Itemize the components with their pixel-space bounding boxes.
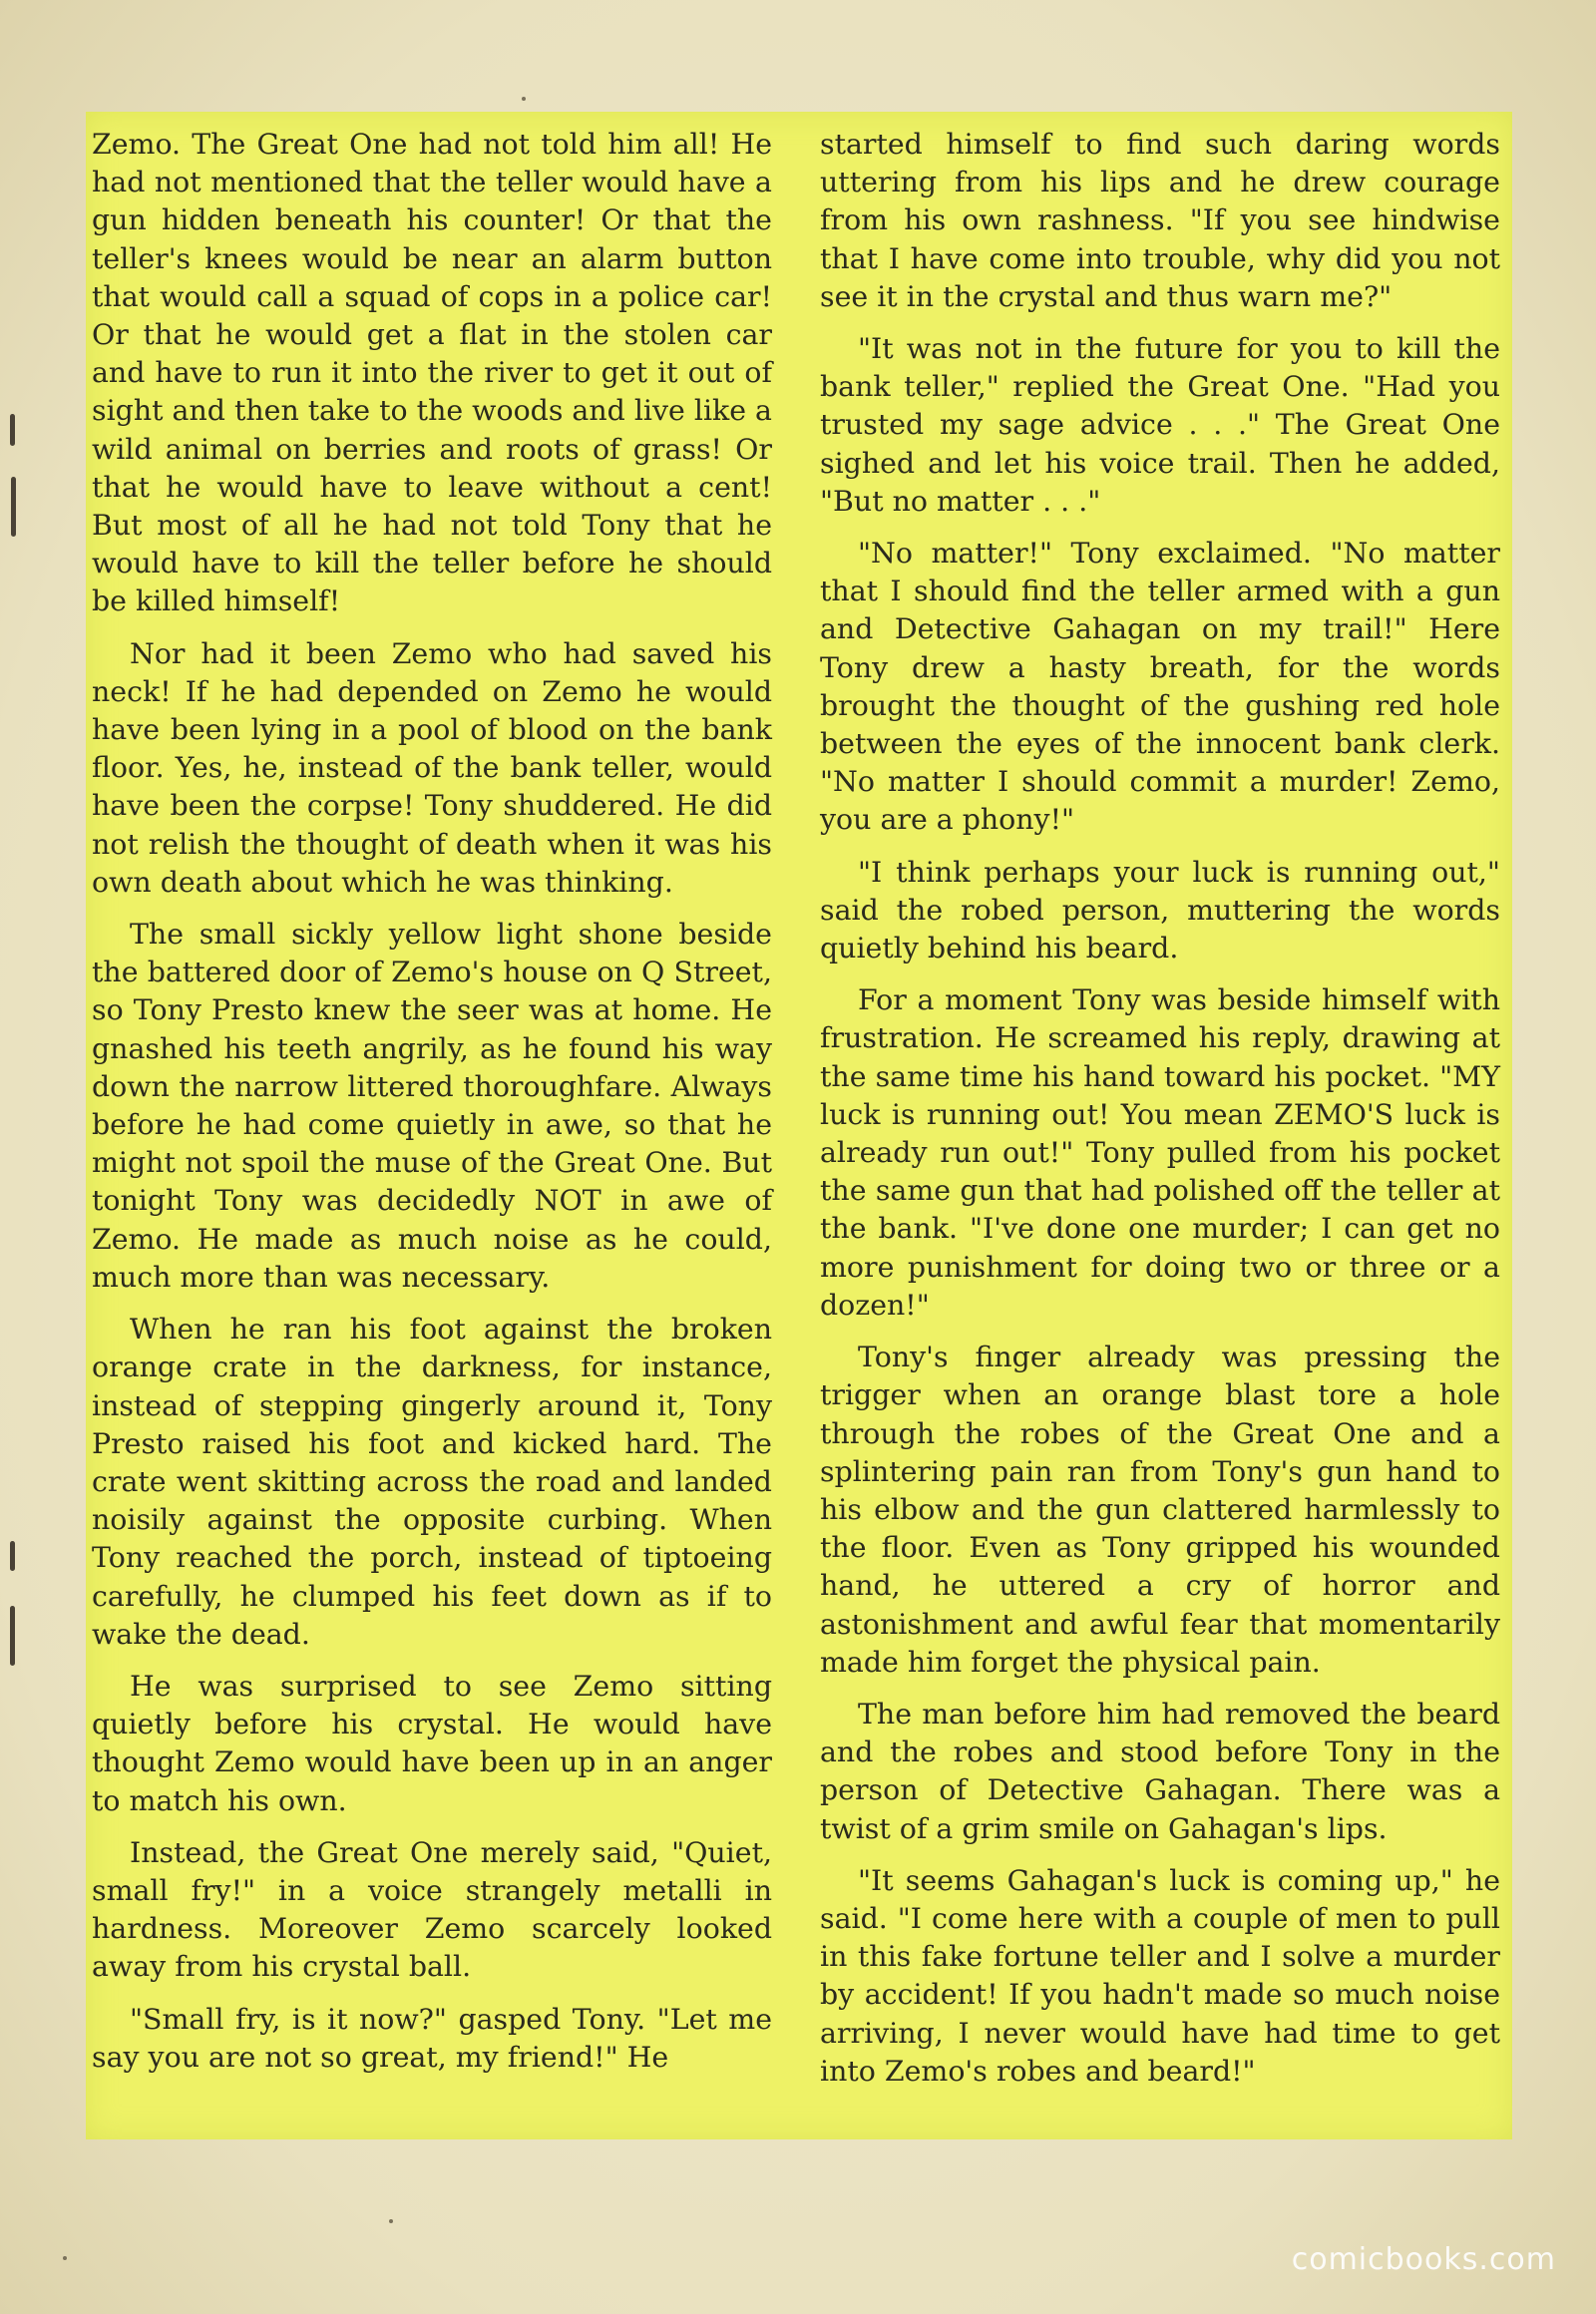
paragraph: Tony's finger already was pressing the trigger when an orange blast tore a hole through the robes of the Great One and a splintering pain ran from Tony's gun hand to his elbow and the gun clattered harmlessly to the floor. Even as Tony gripped his wounded hand, he uttered a cry of horror and astonishment and awful fear that momentarily made him forget the physical pain.	[820, 1341, 1500, 1679]
paragraph: "I think perhaps your luck is running out," said the robed person, muttering the words quietly behind his beard.	[820, 855, 1500, 965]
binding-mark	[10, 414, 15, 446]
paragraph: "It seems Gahagan's luck is coming up," he said. "I come here with a couple of men to pull in this fake fortune teller and I solve a murder by accident! If you hadn't made so much noise arriving, I never would have had time to get into Zemo's robes and beard!"	[820, 1863, 1500, 2088]
paper-speck	[63, 2256, 67, 2260]
paragraph: For a moment Tony was beside himself with frustration. He screamed his reply, drawing at the same time his hand toward his pocket. "MY luck is running out! You mean ZEMO'S luck is already run out!" Tony pulled from his pocket the same gun that had polished off the teller at the bank. "I've done one murder; I can get no more punishment for doing two or three or a dozen!"	[820, 983, 1500, 1322]
paragraph: The small sickly yellow light shone beside the battered door of Zemo's house on Q Street, so Tony Presto knew the seer was at home. He gnashed his teeth angrily, as he found his way down the narrow littered thoroughfare. Always before he had come quietly in awe, so that he might not spoil the muse of the Great One. But tonight Tony was decidedly NOT in awe of Zemo. He made as much noise as he could, much more than was necessary.	[92, 918, 772, 1294]
binding-mark	[10, 1541, 15, 1571]
paper-speck	[389, 2219, 393, 2223]
paragraph: started himself to find such daring words uttering from his lips and he drew courage from his own rashness. "If you see hindwise that I have come into trouble, why did you not see it in the crystal and thus warn me?"	[820, 128, 1500, 313]
right-text-column	[820, 126, 1500, 2105]
paragraph: When he ran his foot against the broken orange crate in the darkness, for instance, instead of stepping gingerly around it, Tony Presto raised his foot and kicked hard. The crate went skitting across the road and landed noisily against the opposite curbing. When Tony reached the porch, instead of tiptoeing carefully, he clumped his feet down as if to wake the dead.	[92, 1313, 772, 1651]
paper-speck	[522, 97, 526, 101]
paragraph: "It was not in the future for you to kill the bank teller," replied the Great One. "Had you trusted my sage advice . . ." The Great One sighed and let his voice trail. Then he added, "But no matter . . ."	[820, 332, 1500, 518]
paragraph: Zemo. The Great One had not told him all! He had not mentioned that the teller would have a gun hidden beneath his counter! Or that the teller's knees would be near an alarm button that would call a squad of cops in a police car! Or that he would get a flat in the stolen car and have to run it into the river to get it out of sight and then take to the woods and live like a wild animal on berries and roots of grass! Or that he would have to leave without a cent! But most of all he had not told Tony that he would have to kill the teller before he should be killed himself!	[92, 128, 772, 618]
paragraph: Nor had it been Zemo who had saved his neck! If he had depended on Zemo he would have been lying in a pool of blood on the bank floor. Yes, he, instead of the bank teller, would have been the corpse! Tony shuddered. He did not relish the thought of death when it was his own death about which he was thinking.	[92, 636, 772, 899]
binding-mark	[11, 477, 16, 537]
binding-mark	[10, 1606, 15, 1666]
paragraph: The man before him had removed the beard and the robes and stood before Tony in the person of Detective Gahagan. There was a twist of a grim smile on Gahagan's lips.	[820, 1697, 1500, 1845]
left-text-column	[92, 126, 772, 2091]
site-watermark: comicbooks.com	[1291, 2242, 1556, 2277]
paragraph: "No matter!" Tony exclaimed. "No matter that I should find the teller armed with a gun and Detective Gahagan on my trail!" Here Tony drew a hasty breath, for the words brought the thought of the gushing red hole between the eyes of the innocent bank clerk. "No matter I should commit a murder! Zemo, you are a phony!"	[820, 537, 1500, 837]
story-text-panel	[86, 112, 1512, 2139]
paragraph: "Small fry, is it now?" gasped Tony. "Let me say you are not so great, my friend!" He	[92, 2002, 772, 2074]
paragraph: He was surprised to see Zemo sitting quietly before his crystal. He would have thought Zemo would have been up in an anger to match his own.	[92, 1669, 772, 1817]
paragraph: Instead, the Great One merely said, "Quiet, small fry!" in a voice strangely metalli in hardness. Moreover Zemo scarcely looked away from his crystal ball.	[92, 1835, 772, 1984]
